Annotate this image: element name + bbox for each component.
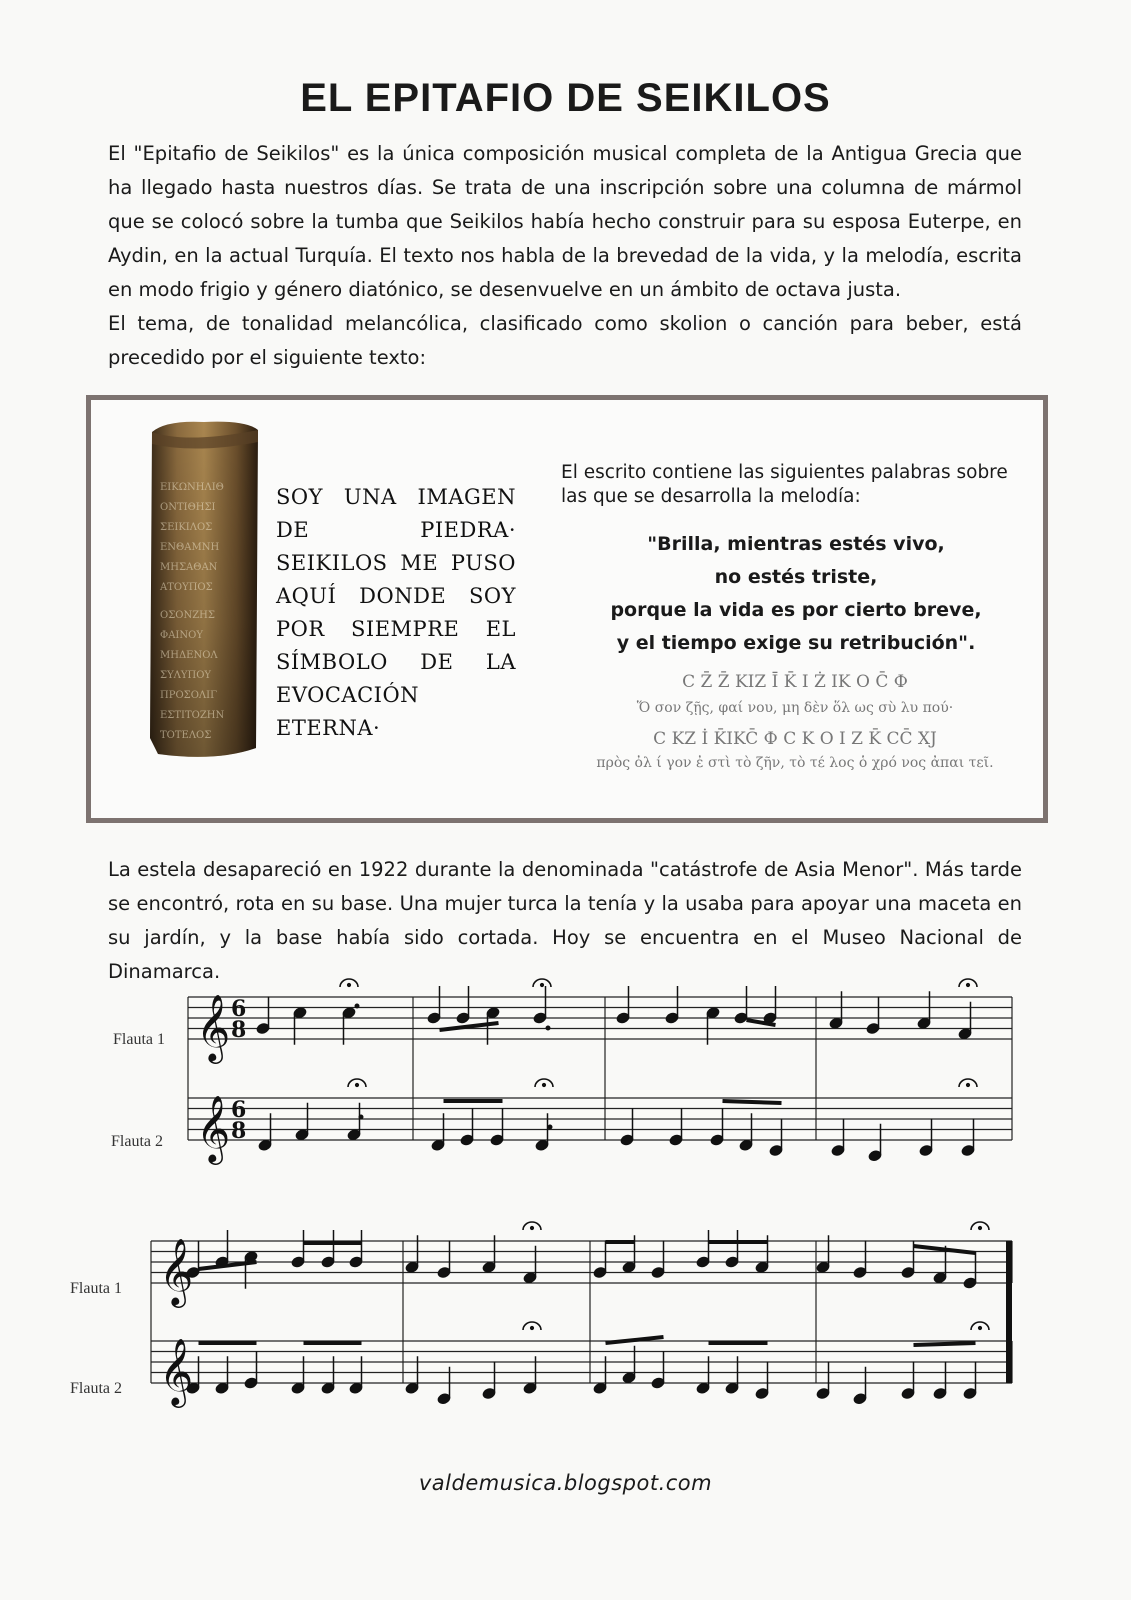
- staff-label-flute2: Flauta 2: [70, 1380, 122, 1397]
- fermata-dot: [978, 1326, 981, 1329]
- page-title: EL EPITAFIO DE SEIKILOS: [300, 76, 831, 120]
- time-signature-top: 6: [231, 996, 247, 1022]
- lyrics-intro: El escrito contiene las siguientes palabras sobre las que se desarrolla la melodía:: [561, 462, 1008, 507]
- beam: [723, 1101, 782, 1103]
- greek-text-line-2: πρὸς ὀλ ί γον ἐ στὶ τὸ ζῆν, τὸ τέ λος ὁ χρό νος ἀπαι τεῖ.: [596, 755, 994, 771]
- marble-column-image: [146, 418, 262, 761]
- treble-clef-icon: 𝄞: [196, 1094, 231, 1162]
- time-signature-bottom: 8: [231, 1017, 247, 1043]
- treble-clef-icon: 𝄞: [196, 993, 231, 1061]
- fermata-dot: [978, 1226, 981, 1229]
- intro-paragraph-1: El "Epitafio de Seikilos" es la única composición musical completa de la Antigua Grecia que ha llegado hasta nuestros días. Se trata de una inscripción sobre una columna de mármol que se colocó sobre la tumba que Seikilos había hecho construir para su esposa Euterpe, en Aydin, en la actual Turquía. El texto nos habla de la brevedad de la vida, y la melodía, escrita en modo frigio y género diatónico, se desenvuelve en un ámbito de octava justa.: [108, 142, 1022, 301]
- staff-label-flute1: Flauta 1: [113, 1031, 165, 1048]
- greek-notation-line-1: C Z̄ Z̄ KIZ Ī K̄ I Ż IK O C̄ Ф: [682, 672, 908, 692]
- svg-text:ΤΟΤΕΛΟΣ: ΤΟΤΕΛΟΣ: [160, 730, 212, 741]
- lyrics-line-3: porque la vida es por cierto breve,: [610, 599, 982, 621]
- svg-text:ΜΗΣΑΘΑΝ: ΜΗΣΑΘΑΝ: [160, 562, 218, 573]
- final-barline: [1006, 1241, 1012, 1383]
- fermata-dot: [966, 983, 969, 986]
- greek-text-line-1: Ὅ σον ζῇς, φαί νου, μη δὲν ὅλ ως σὺ λυ πού·: [636, 700, 954, 716]
- fermata-dot: [347, 983, 350, 986]
- stone-translation: SOY UNA IMAGEN DE PIEDRA· SEIKILOS ME PUSO AQUÍ DONDE SOY POR SIEMPRE EL SÍMBOLO DE LA EVOCACIÓN ETERNA·: [276, 485, 516, 740]
- svg-text:ΕΙΚΩΝΗΛΙΘ: ΕΙΚΩΝΗΛΙΘ: [160, 482, 224, 493]
- fermata-dot: [966, 1083, 969, 1086]
- augmentation-dot: [359, 1115, 363, 1119]
- svg-text:ΠΡΟΣΟΛΙΓ: ΠΡΟΣΟΛΙΓ: [160, 690, 218, 701]
- staff-label-flute2: Flauta 2: [111, 1133, 163, 1150]
- svg-text:ΟΝΤΙΘΗΣΙ: ΟΝΤΙΘΗΣΙ: [160, 502, 216, 513]
- augmentation-dot: [548, 1125, 552, 1129]
- footer-url: valdemusica.blogspot.com: [418, 1471, 713, 1495]
- fermata-dot: [355, 1083, 358, 1086]
- intro-text: [108, 137, 1022, 375]
- svg-text:ΕΣΤΙΤΟΖΗΝ: ΕΣΤΙΤΟΖΗΝ: [160, 710, 225, 721]
- fermata-dot: [530, 1326, 533, 1329]
- svg-text:ΣΥΛΥΠΟΥ: ΣΥΛΥΠΟΥ: [160, 670, 212, 681]
- lyrics-line-4: y el tiempo exige su retribución".: [616, 632, 976, 654]
- svg-text:ΣΕΙΚΙΛΟΣ: ΣΕΙΚΙΛΟΣ: [160, 522, 213, 533]
- lyrics-line-2: no estés triste,: [714, 566, 878, 588]
- fermata-dot: [530, 1226, 533, 1229]
- time-signature-top: 6: [231, 1097, 247, 1123]
- music-score: [0, 975, 1131, 1435]
- svg-text:ΦΑΙΝΟΥ: ΦΑΙΝΟΥ: [160, 630, 203, 641]
- greek-notation-line-2: C KZ İ K̄IKC̄ Ф C K O I Z K̄ CC̄ XJ: [653, 729, 937, 749]
- augmentation-dot: [546, 1026, 550, 1030]
- treble-clef-icon: 𝄞: [159, 1337, 194, 1405]
- beam: [914, 1343, 976, 1345]
- time-signature-bottom: 8: [231, 1118, 247, 1144]
- beam: [606, 1337, 664, 1343]
- fermata-dot: [540, 983, 543, 986]
- svg-text:ΟΣΟΝΖΗΣ: ΟΣΟΝΖΗΣ: [160, 610, 215, 621]
- svg-text:ΑΤΟΥΠΟΣ: ΑΤΟΥΠΟΣ: [160, 582, 213, 593]
- history-paragraph: La estela desapareció en 1922 durante la denominada "catástrofe de Asia Menor". Más tarde se encontró, rota en su base. Una mujer turca la tenía y la usaba para apoyar una maceta en su jardín, y la base había sido cortada. Hoy se encuentra en el Museo Nacional de Dinamarca.: [108, 858, 1022, 983]
- lyrics: [561, 528, 1031, 660]
- svg-text:ΜΗΔΕΝΟΛ: ΜΗΔΕΝΟΛ: [160, 650, 218, 661]
- augmentation-dot: [355, 1004, 359, 1008]
- intro-paragraph-2: El tema, de tonalidad melancólica, clasificado como skolion o canción para beber, está precedido por el siguiente texto:: [108, 312, 1022, 369]
- lyrics-line-1: "Brilla, mientras estés vivo,: [647, 533, 945, 555]
- fermata-dot: [542, 1083, 545, 1086]
- treble-clef-icon: 𝄞: [159, 1237, 194, 1305]
- svg-text:ΕΝΘΑΜΝΗ: ΕΝΘΑΜΝΗ: [160, 542, 220, 553]
- staff-label-flute1: Flauta 1: [70, 1280, 122, 1297]
